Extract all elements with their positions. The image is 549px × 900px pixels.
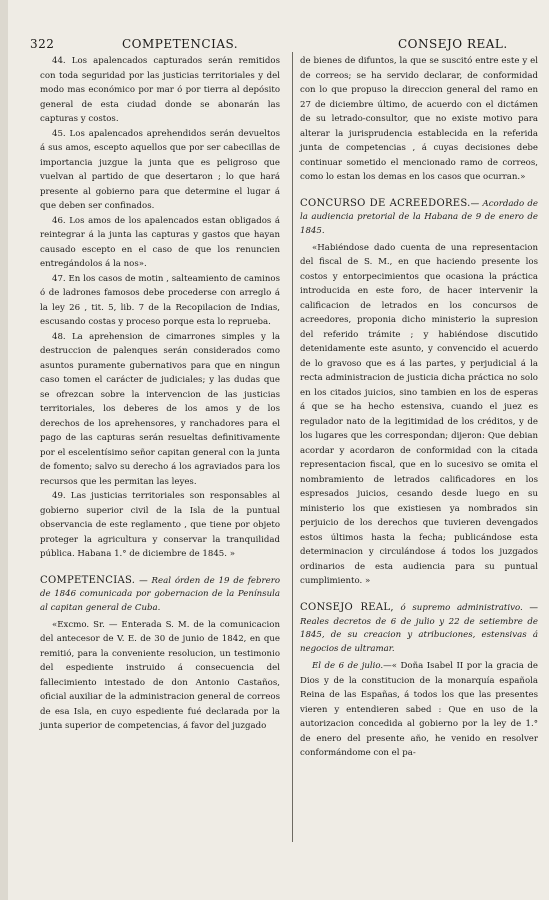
concurso-subtitle: — Acordado de la audiencia pretorial de la Habana de 9 de enero de 1845. — [300, 198, 538, 237]
column-divider — [292, 52, 293, 842]
page-header — [30, 37, 545, 53]
left-column — [40, 54, 280, 734]
concurso-title — [300, 197, 538, 239]
concurso-body: «Habiéndose dado cuenta de una representacion del fiscal de S. M., en que haciendo presente los costos y entorpecimientos que ocasiona la práctica introducida en este foro, de hacer intervenir la calificacion de letrados en los concursos de acreedores, proponia dicho ministerio la supresion del referido trámite ; y habiéndose discutido detenidamente este asunto, y convencido el acuerdo de lo gravoso que es á las partes, y perjudicial á la recta administracion de justicia dicha práctica no solo en los citados juicios, sino tambien en los de esperas á que se ha hecho estensiva, cuando el juez es regulador nato de la legitimidad de los créditos, y de los lugares que les correspondan; dijeron: Que debian acordar y acordaron de conformidad con la citada representacion fiscal, que en lo sucesivo se omita el nombramiento de letrados calificadores en los espresados juicios, cesando desde luego en su ministerio los que existiesen ya nombrados sin perjuicio de los derechos que tuvieren devengados estos últimos hasta la fecha; publicándose esta determinacion y circulándose á todos los juzgados ordinarios de esta audiencia para su puntual cumplimiento. » — [300, 242, 538, 587]
consejo-subtitle: ó supremo administrativo. — Reales decretos de 6 de julio y 22 de setiembre de 1845, de su creacion y atribuciones, estensivas á negocios de ultramar. — [300, 602, 539, 655]
article-46: 46. Los amos de los apalencados estan obligados á reintegrar á la junta las capturas y gastos que hayan causado escepto en el caso de que los renuncien entregándolos á la nos». — [40, 215, 280, 269]
article-44: 44. Los apalencados capturados serán remitidos con toda seguridad por las justicias territoriales y del modo mas económico por mar ó por tierra al depósito general de esta ciudad donde se abonarán las capturas y costos. — [40, 56, 280, 124]
consejo-lead: El de 6 de julio. — [312, 661, 384, 672]
competencias-heading: COMPETENCIAS. — [40, 574, 136, 586]
article-47: 47. En los casos de motin , salteamiento de caminos ó de ladrones famosos debe procederse con arreglo á la ley 26 , tit. 5, lib. 7 de la Recopilacion de Indias, escusando costas y proceso porque esta lo reprueba. — [40, 273, 280, 327]
article-49: 49. Las justicias territoriales son responsables al gobierno superior civil de la Isla de la puntual observancia de este reglamento , que tiene por objeto proteger la agricultura y conservar la tranquilidad pública. Habana 1.° de diciembre de 1845. » — [40, 491, 280, 559]
consejo-text: —« Doña Isabel II por la gracia de Dios y de la constitucion de la monarquía española Reina de las Españas, á todos los que las presentes vieren y entendieren sabed : Que en uso de la autorizacion concedida al gobierno por la ley de 1.° de enero del presente año, he venido en resolver conformándome con el pa- — [300, 661, 538, 759]
competencias-subtitle: — Real órden de 19 de febrero de 1846 comunicada por gobernacion de la Península al capitan general de Cuba. — [40, 575, 280, 614]
running-head-right: CONSEJO REAL. — [398, 37, 508, 51]
competencias-title — [40, 574, 280, 616]
article-45: 45. Los apalencados aprehendidos serán devueltos á sus amos, escepto aquellos que por ser cabecillas de importancia juzgue la junta que es peligroso que vuelvan al partido de que desertaron ; lo que hará presente al gobierno para que determine el lugar á que deben ser confinados. — [40, 128, 280, 211]
running-head-left: COMPETENCIAS. — [122, 37, 239, 51]
competencias-body: «Excmo. Sr. — Enterada S. M. de la comunicacion del antecesor de V. E. de 30 de junio de 1842, en que remitió, para la conveniente resolucion, un testimonio del espediente instruido á consecuencia del fallecimiento intestado de don Antonio Castaños, oficial auxiliar de la administracion general de correos de esa Isla, en cuyo espediente fué declarada por la junta superior de competencias, á favor del juzgado — [40, 619, 280, 732]
consejo-body — [300, 659, 538, 761]
competencias-continuation: de bienes de difuntos, la que se suscitó entre este y el de correos; se ha servido declarar, de conformidad con lo que propuso la direccion general del ramo en 27 de diciembre último, de acuerdo con el dictámen de su letrado-consultor, que no existe motivo para alterar la jurisprudencia establecida en la referida junta de competencias , á cuyas decisiones debe continuar sometido el mencionado ramo de correos, como lo estan los demas en los casos que ocurran.» — [300, 56, 538, 182]
article-48: 48. La aprehension de cimarrones simples y la destruccion de palenques serán considerados como asuntos puramente gubernativos para que en ningun caso tomen el carácter de judiciales; y las dudas que se ofrezcan sobre la intervencion de las justicias territoriales, los deberes de los amos y de los derechos de los aprehensores, y ranchadores para el pago de las capturas serán resueltas definitivamente por el escelentísimo señor capitan general con la junta de fomento; salvo su derecho á los agraviados para los recursos que les permitan las leyes. — [40, 331, 280, 487]
concurso-heading: CONCURSO DE ACREEDORES. — [300, 197, 471, 209]
scan-edge — [0, 0, 8, 900]
right-column — [300, 54, 538, 761]
consejo-title — [300, 601, 538, 657]
page-number: 322 — [30, 37, 55, 51]
consejo-heading: CONSEJO REAL, — [300, 601, 394, 613]
